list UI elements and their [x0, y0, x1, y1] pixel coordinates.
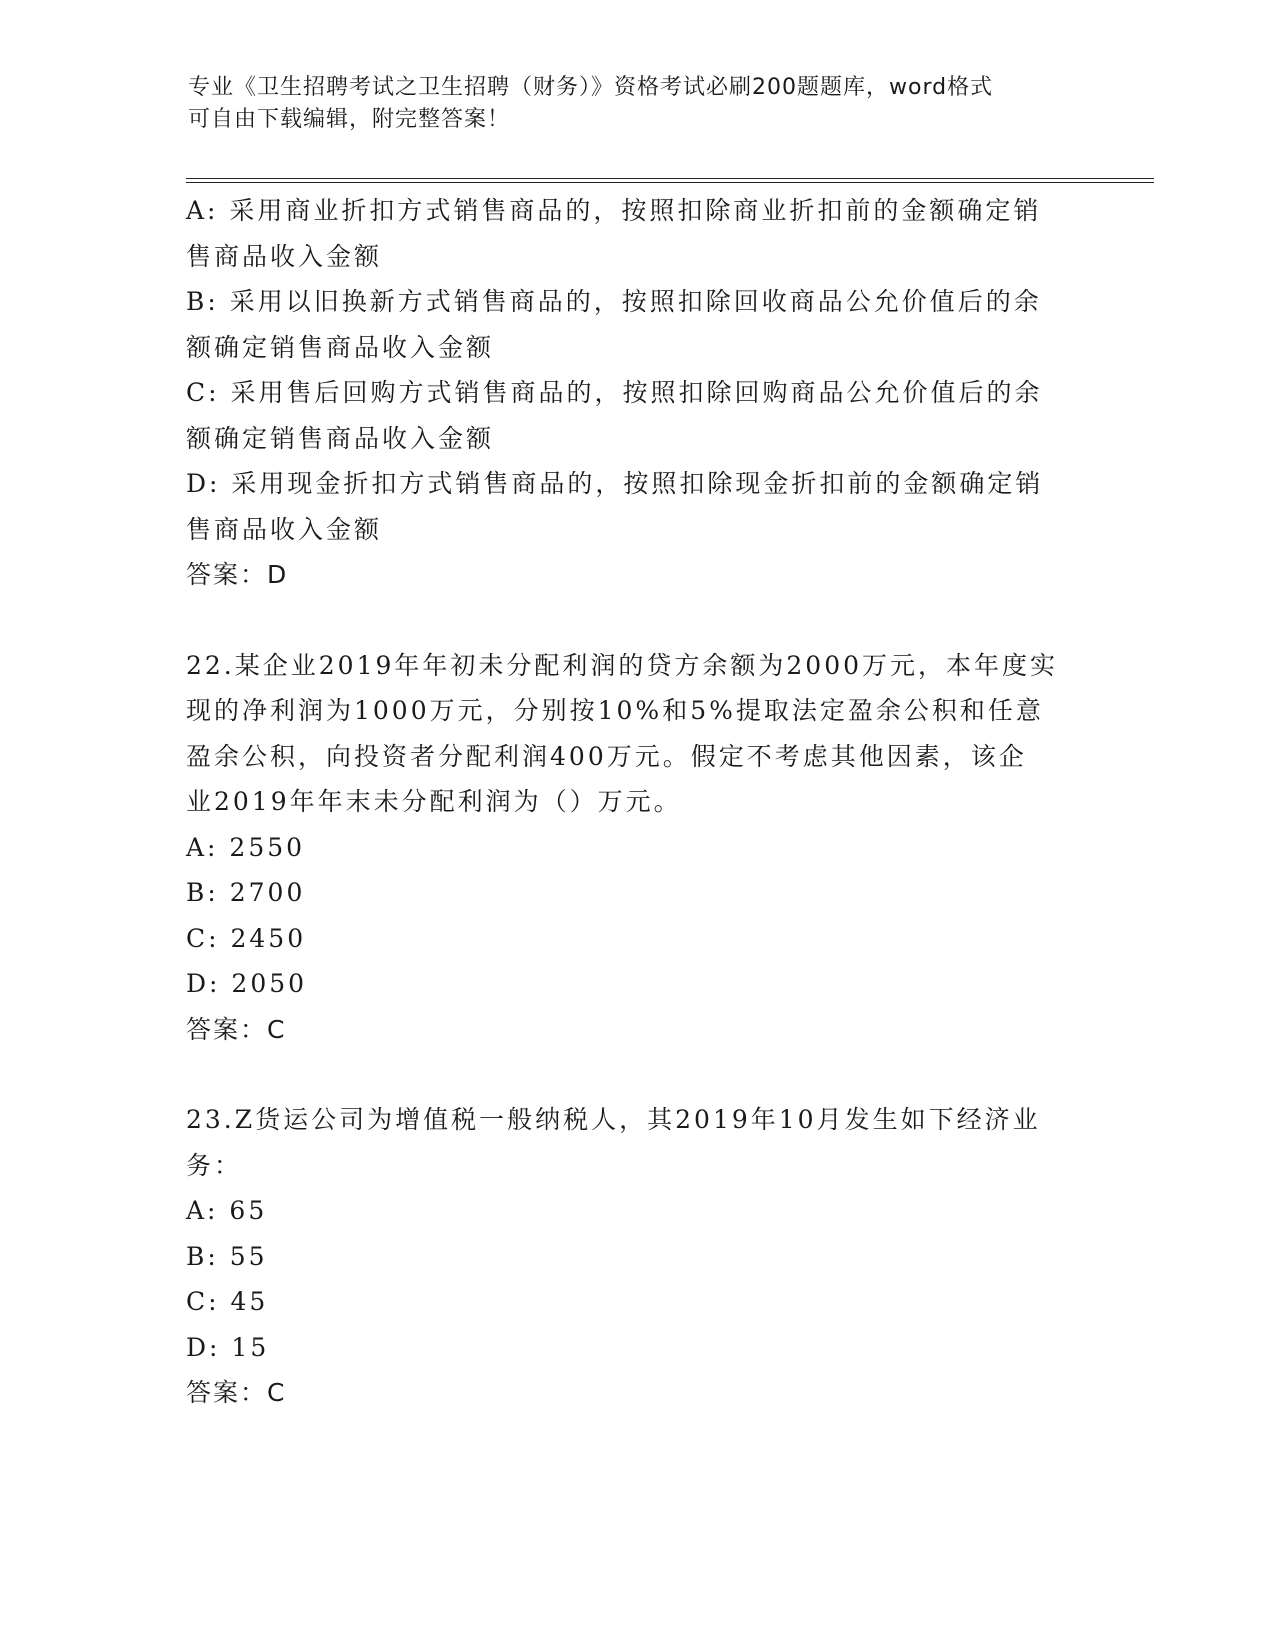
option-b: B: 55 — [186, 1241, 268, 1271]
option-a-line-1: A: 采用商业折扣方式销售商品的，按照扣除商业折扣前的金额确定销 — [186, 196, 1042, 225]
spacer — [186, 1052, 1086, 1097]
option-b-line-2: 额确定销售商品收入金额 — [186, 332, 495, 362]
option-c: C: 2450 — [186, 923, 307, 953]
option-d-line-1: D: 采用现金折扣方式销售商品的，按照扣除现金折扣前的金额确定销 — [186, 469, 1044, 498]
option-d: D: 2050 — [186, 969, 308, 998]
question-stem-line: 22.某企业2019年年初未分配利润的贷方余额为2000万元，本年度实 — [186, 650, 1059, 680]
question-stem-line: 业2019年年末未分配利润为（）万元。 — [186, 787, 682, 816]
answer-line: 答案：C — [186, 1014, 287, 1044]
answer-line: 答案：D — [186, 560, 289, 589]
question-stem-line: 盈余公积，向投资者分配利润400万元。假定不考虑其他因素，该企 — [186, 741, 1027, 771]
header-line-2: 可自由下载编辑，附完整答案！ — [188, 107, 511, 132]
question-23 — [186, 1097, 1086, 1416]
question-stem-line: 现的净利润为1000万元，分别按10%和5%提取法定盈余公积和任意 — [186, 696, 1044, 725]
question-stem-line: 23.Z货运公司为增值税一般纳税人，其2019年10月发生如下经济业 — [186, 1105, 1041, 1134]
answer-line: 答案：C — [186, 1378, 287, 1407]
option-a: A: 65 — [186, 1196, 268, 1225]
option-d: D: 15 — [186, 1332, 270, 1362]
header-divider — [186, 178, 1154, 183]
page-header — [188, 72, 1068, 136]
document-body — [186, 188, 1086, 1416]
spacer — [186, 598, 1086, 643]
option-b-line-1: B: 采用以旧换新方式销售商品的，按照扣除回收商品公允价值后的余 — [186, 287, 1042, 316]
question-stem-line: 务： — [186, 1150, 243, 1180]
question-22 — [186, 643, 1086, 1053]
option-c: C: 45 — [186, 1287, 269, 1316]
option-b: B: 2700 — [186, 878, 306, 907]
option-a: A: 2550 — [186, 832, 306, 862]
option-a-line-2: 售商品收入金额 — [186, 241, 383, 271]
option-d-line-2: 售商品收入金额 — [186, 514, 383, 544]
header-line-1: 专业《卫生招聘考试之卫生招聘（财务）》资格考试必刷200题题库，word格式 — [188, 75, 994, 100]
option-c-line-1: C: 采用售后回购方式销售商品的，按照扣除回购商品公允价值后的余 — [186, 378, 1043, 407]
option-c-line-2: 额确定销售商品收入金额 — [186, 423, 495, 453]
question-21-continued — [186, 188, 1086, 598]
